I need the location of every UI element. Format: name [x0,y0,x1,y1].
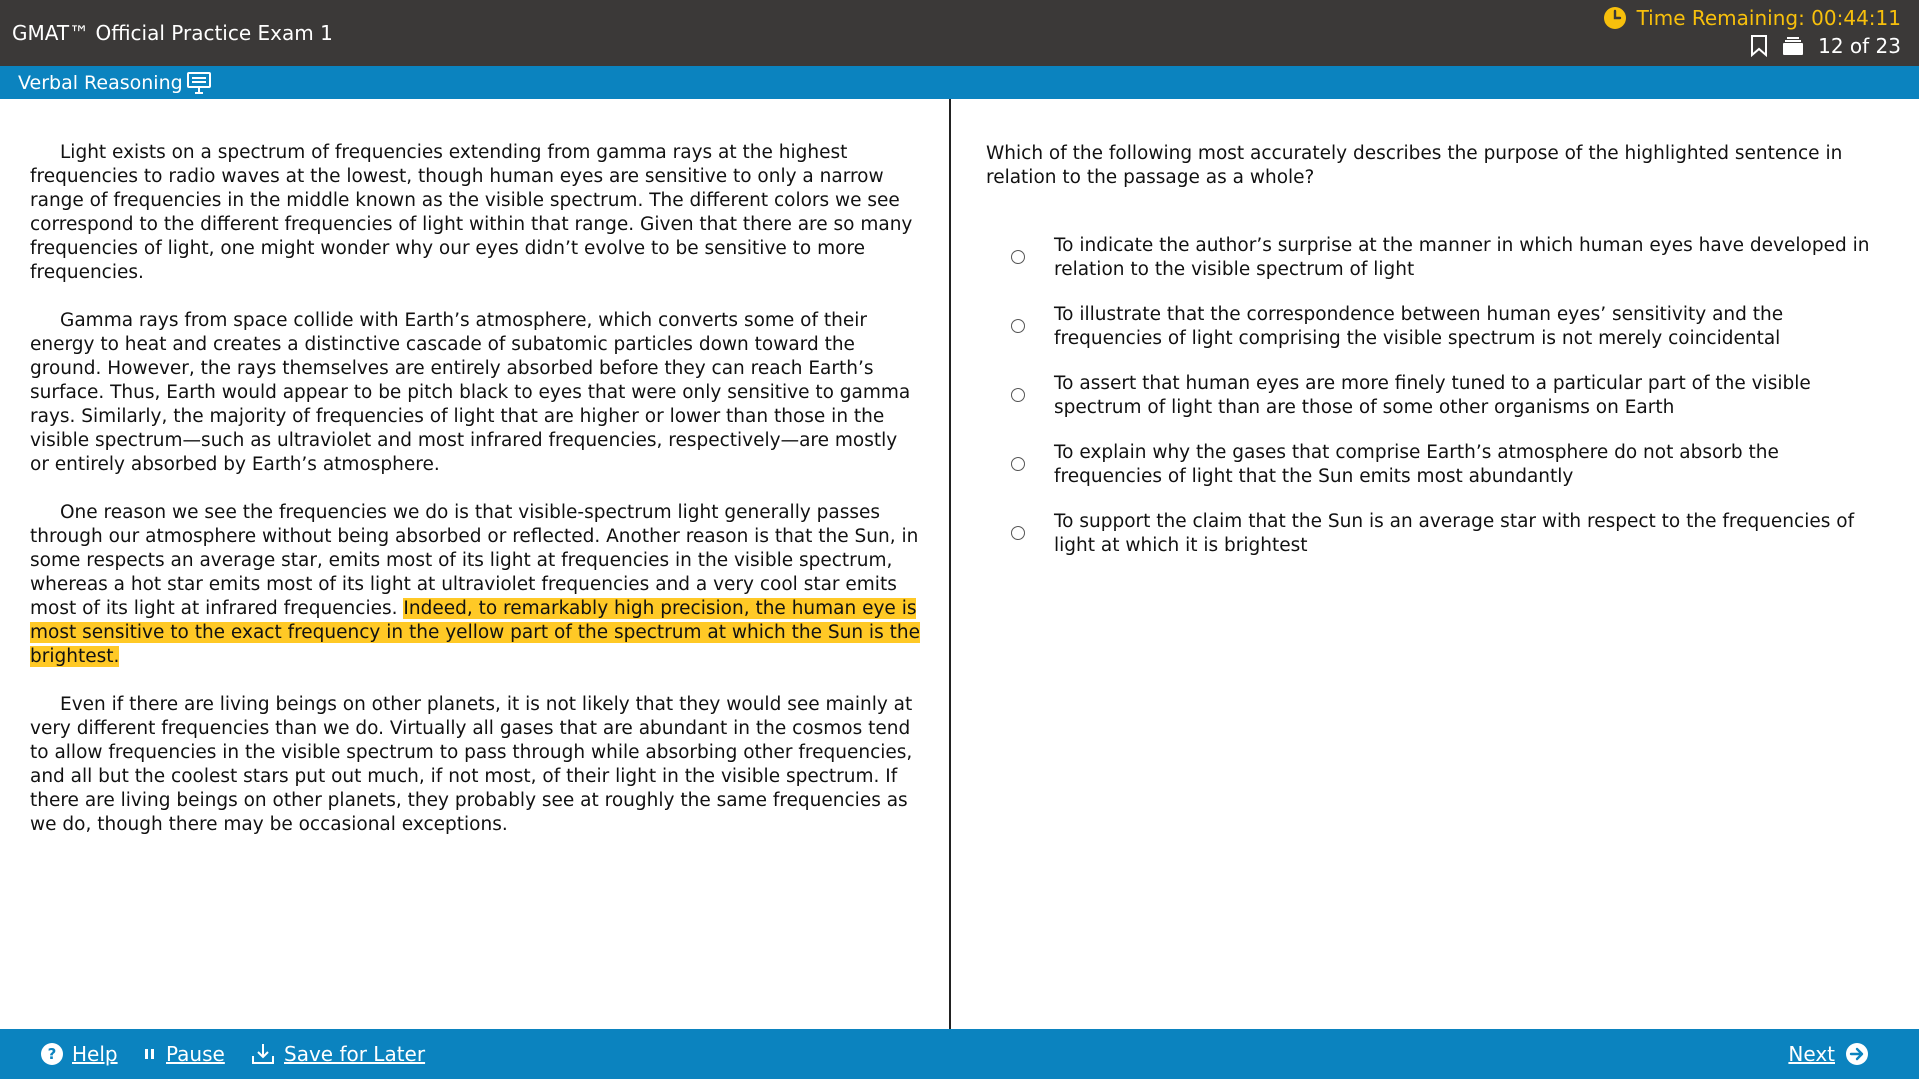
question-counter [1750,34,1901,58]
timer-text: Time Remaining: 00:44:11 [1636,6,1901,30]
save-for-later-label: Save for Later [284,1042,426,1066]
section-name: Verbal Reasoning [18,72,183,94]
reading-passage [30,141,920,861]
time-remaining[interactable] [1603,6,1901,30]
radio-button[interactable] [1011,250,1025,264]
exam-title: GMAT™ Official Practice Exam 1 [12,21,333,45]
download-icon [250,1042,276,1066]
answer-option-e[interactable] [1000,510,1880,579]
next-button[interactable] [1788,1042,1877,1066]
clock-icon [1603,6,1627,30]
help-button[interactable] [40,1042,118,1066]
question-stack-icon[interactable] [1782,35,1804,57]
whiteboard-icon[interactable] [186,71,212,95]
exam-header [0,0,1919,66]
answer-option-text: To explain why the gases that comprise Earth’s atmosphere do not absorb the frequencies of light that the Sun emits most abundantly [1054,442,1779,487]
highlighted-sentence: Indeed, to remarkably high precision, the human eye is most sensitive to the exact frequency in the yellow part of the spectrum at which the Sun is the brightest. [30,598,920,667]
passage-paragraph-2: Gamma rays from space collide with Earth’s atmosphere, which converts some of their energy to heat and creates a distinctive cascade of subatomic particles down toward the ground. However, the rays themselves are entirely absorbed before they can reach Earth’s surface. Thus, Earth would appear to be pitch black to eyes that were only sensitive to gamma rays. Similarly, the majority of frequencies of light that are higher or lower than those in the visible spectrum—such as ultraviolet and most infrared frequencies, respectively—are mostly or entirely absorbed by Earth’s atmosphere. [30,310,911,475]
section-bar [0,66,1919,99]
passage-paragraph-3-text: One reason we see the frequencies we do is that visible-spectrum light generally passes through our atmosphere without being absorbed or reflected. Another reason is that the Sun, in some respects an average star, emits most of its light at frequencies in the visible spectrum, whereas a hot star emits most of its light at ultraviolet frequencies and a very cool star emits most of its light at infrared frequencies. [30,502,919,619]
next-label: Next [1788,1042,1835,1066]
answer-options [1000,234,1880,579]
radio-button[interactable] [1011,457,1025,471]
pause-icon [142,1046,158,1062]
pause-button[interactable] [142,1042,225,1066]
answer-option-b[interactable] [1000,303,1880,372]
svg-text:?: ? [47,1045,57,1063]
answer-option-a[interactable] [1000,234,1880,303]
next-arrow-icon [1845,1042,1869,1066]
passage-paragraph-4: Even if there are living beings on other planets, it is not likely that they would see mainly at very different frequencies than we do. Virtually all gases that are abundant in the cosmos tend to allow frequencies in the visible spectrum to pass through while absorbing other frequencies, and all but the coolest stars put out much, if not most, of their light in the visible spectrum. If there are living beings on other planets, they probably see at roughly the same frequencies as we do, though there may be occasional exceptions. [30,694,913,835]
passage-paragraph-1: Light exists on a spectrum of frequencies extending from gamma rays at the highest frequencies to radio waves at the lowest, though human eyes are sensitive to only a narrow range of frequencies in the middle known as the visible spectrum. The different colors we see correspond to the different frequencies of light within that range. Given that there are so many frequencies of light, one might wonder why our eyes didn’t evolve to be sensitive to more frequencies. [30,142,913,283]
answer-option-d[interactable] [1000,441,1880,510]
radio-button[interactable] [1011,388,1025,402]
question-counter-text: 12 of 23 [1818,34,1901,58]
radio-button[interactable] [1011,319,1025,333]
passage-paragraph-3 [30,501,920,669]
help-icon [40,1042,64,1066]
radio-button[interactable] [1011,526,1025,540]
exam-footer [0,1029,1919,1079]
answer-option-text: To assert that human eyes are more finely tuned to a particular part of the visible spectrum of light than are those of some other organisms on Earth [1054,373,1811,418]
answer-option-text: To support the claim that the Sun is an average star with respect to the frequencies of light at which it is brightest [1054,511,1855,556]
answer-option-c[interactable] [1000,372,1880,441]
answer-option-text: To indicate the author’s surprise at the manner in which human eyes have developed in relation to the visible spectrum of light [1054,235,1870,280]
question-stem: Which of the following most accurately describes the purpose of the highlighted sentence in relation to the passage as a whole? [986,143,1843,188]
bookmark-icon[interactable] [1750,35,1768,57]
panel-divider[interactable] [949,99,951,1029]
answer-option-text: To illustrate that the correspondence between human eyes’ sensitivity and the frequencies of light comprising the visible spectrum is not merely coincidental [1054,304,1784,349]
pause-label: Pause [166,1042,225,1066]
save-for-later-button[interactable] [250,1042,425,1066]
help-label: Help [72,1042,118,1066]
